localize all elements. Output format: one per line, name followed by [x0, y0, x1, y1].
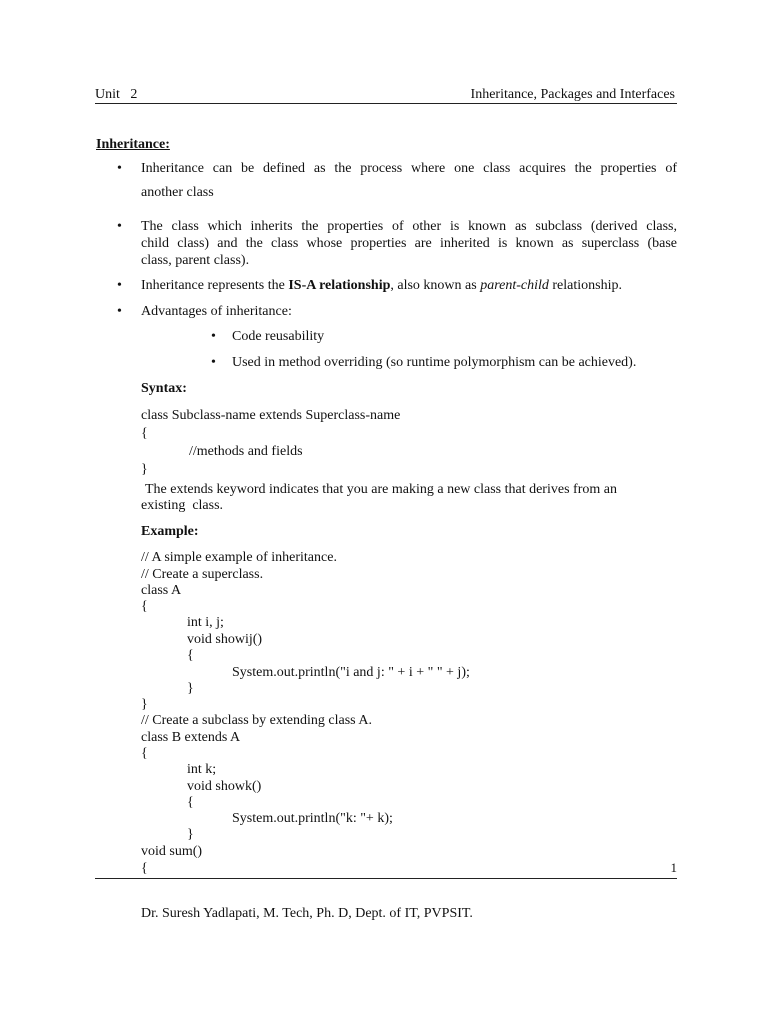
syntax-line: }	[141, 462, 148, 477]
bullet-1-line-1: Inheritance can be defined as the process where one class acquires the properties of	[141, 161, 677, 176]
bullet-1-line-2: another class	[141, 185, 214, 200]
bullet-icon: •	[117, 161, 122, 176]
syntax-line: {	[141, 426, 148, 441]
bullet-4: Advantages of inheritance:	[141, 304, 292, 319]
code-line: }	[187, 681, 194, 696]
sub-bullet-1: Code reusability	[232, 329, 325, 344]
parent-child-term: parent-child	[480, 278, 549, 293]
is-a-term: IS-A relationship	[288, 278, 391, 293]
bullet-icon: •	[117, 278, 122, 293]
code-line: System.out.println("i and j: " + i + " " + j);	[232, 665, 470, 680]
header-title: Inheritance, Packages and Interfaces	[470, 87, 675, 102]
code-line: {	[187, 795, 194, 810]
syntax-line: class Subclass-name extends Superclass-name	[141, 408, 401, 423]
bullet-2-line-2: child class) and the class whose properties are inherited is known as superclass (base	[141, 236, 677, 251]
code-line: }	[187, 827, 194, 842]
code-line: class A	[141, 583, 182, 598]
code-line: void showij()	[187, 632, 263, 647]
syntax-heading: Syntax:	[141, 381, 187, 396]
bullet-3	[141, 277, 622, 295]
code-line: // Create a superclass.	[141, 567, 264, 582]
code-line: int i, j;	[187, 615, 224, 630]
bullet-icon: •	[117, 219, 122, 234]
header-divider	[95, 103, 677, 104]
bullet-icon: •	[211, 329, 216, 344]
code-line: class B extends A	[141, 730, 241, 745]
bullet-2-line-1: The class which inherits the properties of other is known as subclass (derived class,	[141, 219, 677, 234]
bullet-3-pre: Inheritance represents the	[141, 278, 289, 293]
bullet-3-mid: , also known as	[390, 278, 481, 293]
bullet-2-line-3: class, parent class).	[141, 253, 250, 268]
syntax-line: //methods and fields	[189, 444, 303, 459]
code-line: void sum()	[141, 844, 203, 859]
header-unit: Unit 2	[95, 87, 138, 102]
footer-divider	[95, 878, 677, 879]
code-line: {	[187, 648, 194, 663]
code-line: void showk()	[187, 779, 262, 794]
footer-author: Dr. Suresh Yadlapati, M. Tech, Ph. D, Dept. of IT, PVPSIT.	[141, 906, 473, 921]
code-line: {	[141, 599, 148, 614]
page-number: 1	[670, 860, 677, 875]
code-line: // Create a subclass by extending class A.	[141, 713, 372, 728]
sub-bullet-2: Used in method overriding (so runtime polymorphism can be achieved).	[232, 355, 637, 370]
syntax-description: existing class.	[141, 498, 224, 513]
code-line: }	[141, 697, 148, 712]
code-line: {	[141, 861, 148, 876]
code-line: System.out.println("k: "+ k);	[232, 811, 393, 826]
bullet-3-post: relationship.	[548, 278, 622, 293]
syntax-description: The extends keyword indicates that you are making a new class that derives from an	[145, 482, 617, 497]
example-heading: Example:	[141, 524, 199, 539]
bullet-icon: •	[117, 304, 122, 319]
code-line: {	[141, 746, 148, 761]
code-line: int k;	[187, 762, 217, 777]
code-line: // A simple example of inheritance.	[141, 550, 337, 565]
bullet-icon: •	[211, 355, 216, 370]
section-title: Inheritance:	[96, 137, 170, 152]
